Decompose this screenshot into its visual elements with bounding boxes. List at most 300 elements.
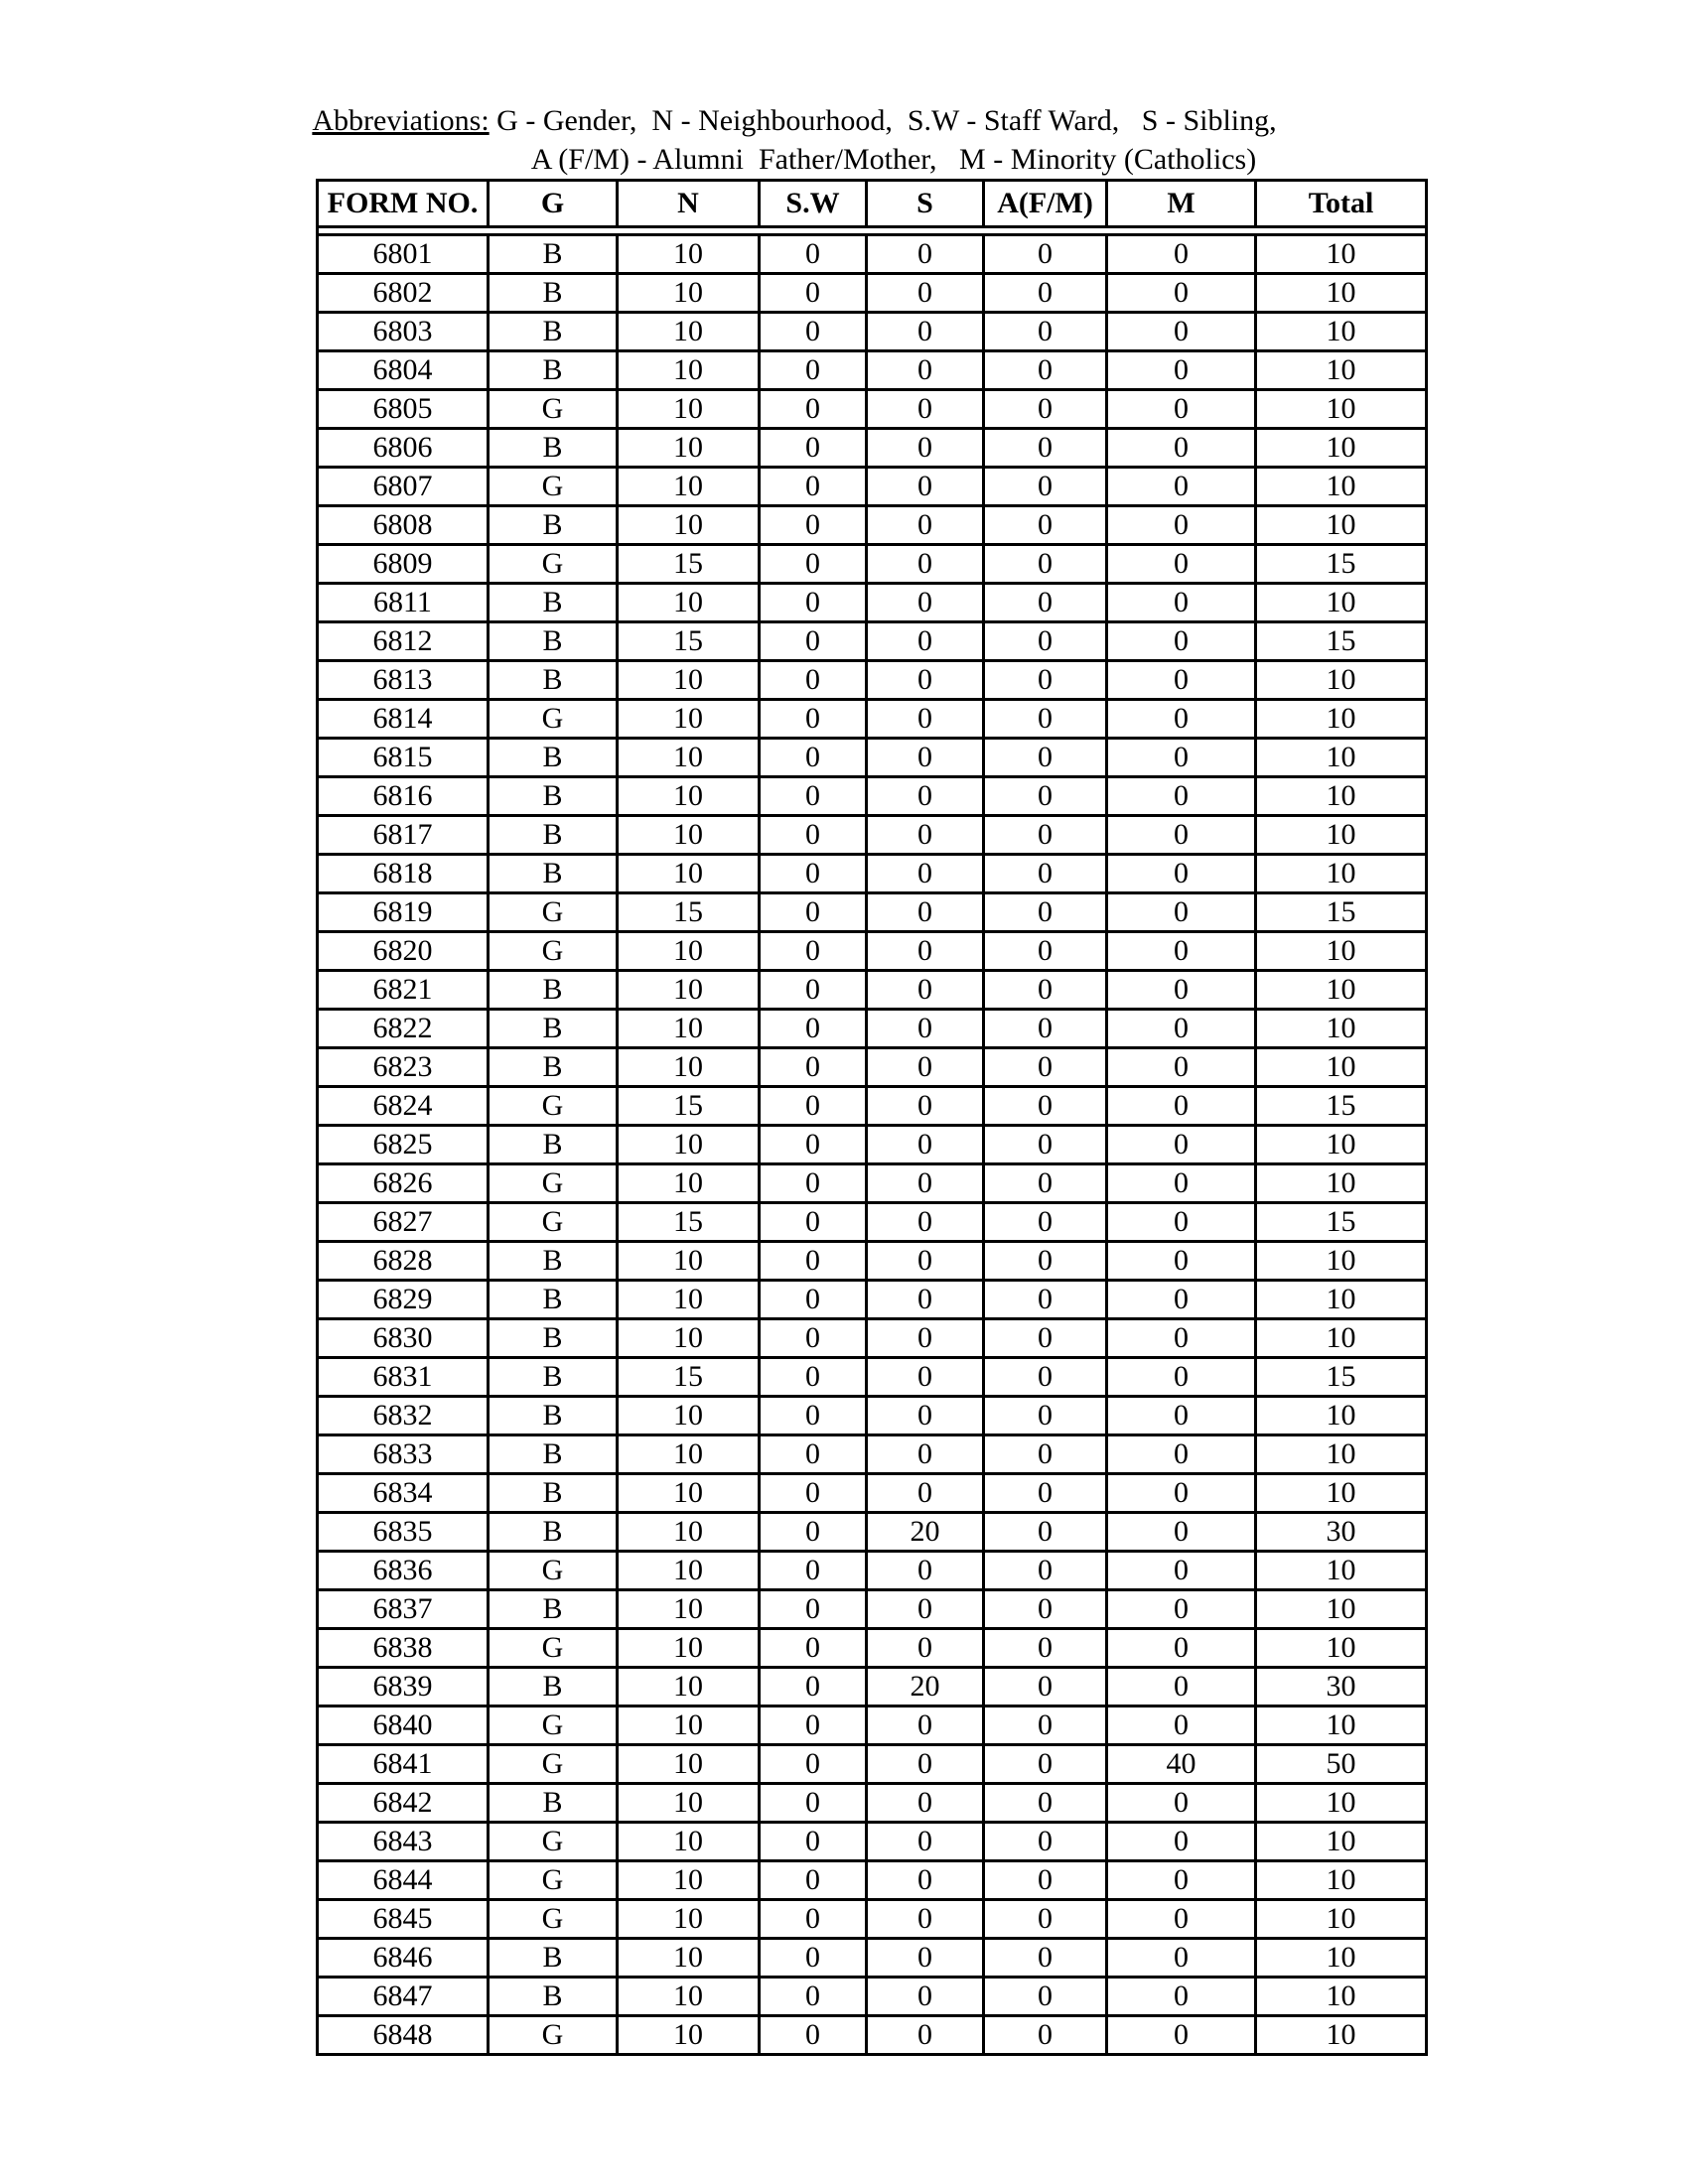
cell-neighbourhood: 10	[618, 2016, 760, 2055]
cell-staff-ward: 0	[760, 1048, 867, 1087]
cell-neighbourhood: 10	[618, 1784, 760, 1823]
table-row	[318, 1010, 1427, 1048]
cell-total: 10	[1256, 777, 1427, 816]
cell-staff-ward: 0	[760, 661, 867, 700]
cell-neighbourhood: 10	[618, 1706, 760, 1745]
cell-gender: B	[489, 1784, 618, 1823]
cell-alumni: 0	[984, 1513, 1107, 1552]
cell-minority: 0	[1107, 1435, 1256, 1474]
cell-sibling: 0	[867, 351, 984, 390]
cell-sibling: 0	[867, 390, 984, 429]
cell-total: 10	[1256, 584, 1427, 622]
cell-sibling: 0	[867, 1319, 984, 1358]
cell-alumni: 0	[984, 932, 1107, 971]
cell-sibling: 0	[867, 1281, 984, 1319]
cell-total: 10	[1256, 390, 1427, 429]
cell-staff-ward: 0	[760, 932, 867, 971]
cell-sibling: 0	[867, 1552, 984, 1590]
table-row	[318, 739, 1427, 777]
cell-form-no: 6804	[318, 351, 489, 390]
cell-minority: 0	[1107, 1706, 1256, 1745]
cell-total: 10	[1256, 1319, 1427, 1358]
cell-gender: G	[489, 468, 618, 506]
cell-gender: B	[489, 584, 618, 622]
cell-alumni: 0	[984, 1126, 1107, 1164]
cell-form-no: 6836	[318, 1552, 489, 1590]
cell-sibling: 0	[867, 739, 984, 777]
table-row	[318, 429, 1427, 468]
cell-neighbourhood: 10	[618, 816, 760, 855]
cell-neighbourhood: 10	[618, 390, 760, 429]
cell-neighbourhood: 10	[618, 1474, 760, 1513]
cell-form-no: 6848	[318, 2016, 489, 2055]
cell-neighbourhood: 15	[618, 622, 760, 661]
cell-form-no: 6801	[318, 235, 489, 274]
table-row	[318, 390, 1427, 429]
table-row	[318, 777, 1427, 816]
header-gender: G	[489, 181, 618, 227]
cell-form-no: 6839	[318, 1668, 489, 1706]
cell-neighbourhood: 10	[618, 1281, 760, 1319]
header-staff-ward: S.W	[760, 181, 867, 227]
cell-sibling: 0	[867, 1939, 984, 1978]
table-row	[318, 1242, 1427, 1281]
cell-neighbourhood: 15	[618, 545, 760, 584]
table-row	[318, 1668, 1427, 1706]
header-alumni: A(F/M)	[984, 181, 1107, 227]
cell-minority: 0	[1107, 1978, 1256, 2016]
cell-gender: B	[489, 1242, 618, 1281]
header-neighbourhood: N	[618, 181, 760, 227]
cell-neighbourhood: 10	[618, 1668, 760, 1706]
cell-alumni: 0	[984, 971, 1107, 1010]
cell-total: 10	[1256, 1474, 1427, 1513]
cell-sibling: 0	[867, 1823, 984, 1861]
cell-neighbourhood: 10	[618, 971, 760, 1010]
cell-staff-ward: 0	[760, 1629, 867, 1668]
cell-neighbourhood: 10	[618, 1900, 760, 1939]
cell-staff-ward: 0	[760, 429, 867, 468]
cell-alumni: 0	[984, 1939, 1107, 1978]
table-header-row	[318, 181, 1427, 227]
cell-form-no: 6846	[318, 1939, 489, 1978]
cell-sibling: 0	[867, 1126, 984, 1164]
cell-sibling: 0	[867, 1978, 984, 2016]
table-row	[318, 313, 1427, 351]
cell-sibling: 0	[867, 429, 984, 468]
cell-staff-ward: 0	[760, 700, 867, 739]
cell-neighbourhood: 10	[618, 855, 760, 893]
table-row	[318, 351, 1427, 390]
cell-sibling: 0	[867, 2016, 984, 2055]
cell-neighbourhood: 10	[618, 661, 760, 700]
table-row	[318, 1281, 1427, 1319]
cell-staff-ward: 0	[760, 351, 867, 390]
cell-gender: B	[489, 1939, 618, 1978]
cell-sibling: 0	[867, 1358, 984, 1397]
cell-gender: G	[489, 1203, 618, 1242]
cell-gender: G	[489, 700, 618, 739]
cell-sibling: 0	[867, 1900, 984, 1939]
cell-sibling: 0	[867, 855, 984, 893]
cell-neighbourhood: 10	[618, 506, 760, 545]
cell-gender: B	[489, 816, 618, 855]
table-row	[318, 971, 1427, 1010]
cell-neighbourhood: 10	[618, 777, 760, 816]
cell-alumni: 0	[984, 1861, 1107, 1900]
cell-neighbourhood: 15	[618, 1087, 760, 1126]
cell-form-no: 6824	[318, 1087, 489, 1126]
cell-alumni: 0	[984, 1629, 1107, 1668]
cell-neighbourhood: 10	[618, 1552, 760, 1590]
cell-alumni: 0	[984, 274, 1107, 313]
cell-alumni: 0	[984, 1010, 1107, 1048]
cell-minority: 0	[1107, 1823, 1256, 1861]
cell-alumni: 0	[984, 739, 1107, 777]
cell-minority: 0	[1107, 1087, 1256, 1126]
cell-neighbourhood: 10	[618, 1978, 760, 2016]
table-row	[318, 1823, 1427, 1861]
cell-total: 15	[1256, 622, 1427, 661]
cell-sibling: 0	[867, 1435, 984, 1474]
cell-form-no: 6815	[318, 739, 489, 777]
cell-minority: 0	[1107, 1242, 1256, 1281]
cell-alumni: 0	[984, 622, 1107, 661]
cell-neighbourhood: 10	[618, 584, 760, 622]
cell-staff-ward: 0	[760, 1358, 867, 1397]
cell-minority: 0	[1107, 1126, 1256, 1164]
cell-gender: B	[489, 1048, 618, 1087]
cell-sibling: 0	[867, 932, 984, 971]
cell-form-no: 6833	[318, 1435, 489, 1474]
cell-minority: 40	[1107, 1745, 1256, 1784]
cell-staff-ward: 0	[760, 1203, 867, 1242]
cell-minority: 0	[1107, 971, 1256, 1010]
cell-minority: 0	[1107, 893, 1256, 932]
cell-minority: 0	[1107, 1668, 1256, 1706]
cell-staff-ward: 0	[760, 1513, 867, 1552]
cell-alumni: 0	[984, 1281, 1107, 1319]
table-row	[318, 1745, 1427, 1784]
cell-sibling: 0	[867, 506, 984, 545]
cell-staff-ward: 0	[760, 816, 867, 855]
cell-neighbourhood: 10	[618, 1010, 760, 1048]
cell-total: 10	[1256, 1706, 1427, 1745]
cell-minority: 0	[1107, 274, 1256, 313]
cell-form-no: 6844	[318, 1861, 489, 1900]
cell-alumni: 0	[984, 1590, 1107, 1629]
cell-minority: 0	[1107, 622, 1256, 661]
cell-staff-ward: 0	[760, 971, 867, 1010]
cell-minority: 0	[1107, 506, 1256, 545]
cell-minority: 0	[1107, 2016, 1256, 2055]
cell-staff-ward: 0	[760, 1861, 867, 1900]
cell-neighbourhood: 10	[618, 274, 760, 313]
cell-neighbourhood: 10	[618, 351, 760, 390]
cell-staff-ward: 0	[760, 506, 867, 545]
cell-form-no: 6832	[318, 1397, 489, 1435]
cell-neighbourhood: 10	[618, 1823, 760, 1861]
cell-total: 10	[1256, 1629, 1427, 1668]
cell-sibling: 0	[867, 1745, 984, 1784]
cell-staff-ward: 0	[760, 2016, 867, 2055]
cell-minority: 0	[1107, 1590, 1256, 1629]
table-row	[318, 1590, 1427, 1629]
cell-staff-ward: 0	[760, 1319, 867, 1358]
cell-sibling: 0	[867, 1706, 984, 1745]
cell-total: 10	[1256, 1126, 1427, 1164]
cell-neighbourhood: 15	[618, 893, 760, 932]
cell-sibling: 0	[867, 971, 984, 1010]
cell-alumni: 0	[984, 1784, 1107, 1823]
cell-total: 10	[1256, 1048, 1427, 1087]
cell-total: 10	[1256, 932, 1427, 971]
cell-total: 10	[1256, 1590, 1427, 1629]
table-row	[318, 584, 1427, 622]
cell-alumni: 0	[984, 777, 1107, 816]
cell-gender: B	[489, 506, 618, 545]
cell-minority: 0	[1107, 390, 1256, 429]
cell-gender: B	[489, 1474, 618, 1513]
cell-total: 10	[1256, 739, 1427, 777]
cell-alumni: 0	[984, 700, 1107, 739]
cell-alumni: 0	[984, 545, 1107, 584]
cell-alumni: 0	[984, 1319, 1107, 1358]
table-row	[318, 1552, 1427, 1590]
cell-gender: B	[489, 739, 618, 777]
cell-sibling: 0	[867, 1629, 984, 1668]
cell-total: 30	[1256, 1513, 1427, 1552]
cell-neighbourhood: 10	[618, 1397, 760, 1435]
cell-form-no: 6831	[318, 1358, 489, 1397]
cell-staff-ward: 0	[760, 390, 867, 429]
cell-form-no: 6821	[318, 971, 489, 1010]
table-row	[318, 1939, 1427, 1978]
cell-alumni: 0	[984, 429, 1107, 468]
table-row	[318, 1048, 1427, 1087]
cell-total: 15	[1256, 1087, 1427, 1126]
cell-gender: G	[489, 545, 618, 584]
cell-neighbourhood: 10	[618, 1435, 760, 1474]
cell-gender: B	[489, 1513, 618, 1552]
cell-neighbourhood: 10	[618, 1242, 760, 1281]
cell-staff-ward: 0	[760, 855, 867, 893]
cell-minority: 0	[1107, 816, 1256, 855]
cell-form-no: 6826	[318, 1164, 489, 1203]
cell-neighbourhood: 10	[618, 1745, 760, 1784]
cell-total: 10	[1256, 700, 1427, 739]
cell-total: 15	[1256, 545, 1427, 584]
cell-form-no: 6840	[318, 1706, 489, 1745]
cell-alumni: 0	[984, 855, 1107, 893]
cell-staff-ward: 0	[760, 235, 867, 274]
cell-alumni: 0	[984, 1242, 1107, 1281]
cell-neighbourhood: 10	[618, 932, 760, 971]
cell-minority: 0	[1107, 313, 1256, 351]
cell-gender: B	[489, 429, 618, 468]
table-row	[318, 1706, 1427, 1745]
cell-sibling: 0	[867, 1203, 984, 1242]
cell-alumni: 0	[984, 1978, 1107, 2016]
cell-gender: B	[489, 1397, 618, 1435]
cell-gender: B	[489, 313, 618, 351]
cell-form-no: 6805	[318, 390, 489, 429]
cell-staff-ward: 0	[760, 584, 867, 622]
cell-form-no: 6843	[318, 1823, 489, 1861]
cell-alumni: 0	[984, 893, 1107, 932]
cell-form-no: 6845	[318, 1900, 489, 1939]
table-row	[318, 855, 1427, 893]
cell-sibling: 0	[867, 1010, 984, 1048]
cell-alumni: 0	[984, 2016, 1107, 2055]
cell-gender: G	[489, 1552, 618, 1590]
cell-staff-ward: 0	[760, 313, 867, 351]
cell-sibling: 0	[867, 893, 984, 932]
cell-gender: B	[489, 661, 618, 700]
cell-form-no: 6813	[318, 661, 489, 700]
cell-minority: 0	[1107, 1629, 1256, 1668]
cell-neighbourhood: 10	[618, 1126, 760, 1164]
cell-gender: B	[489, 1010, 618, 1048]
cell-gender: G	[489, 1823, 618, 1861]
cell-sibling: 20	[867, 1668, 984, 1706]
header-total: Total	[1256, 181, 1427, 227]
cell-minority: 0	[1107, 235, 1256, 274]
cell-gender: B	[489, 1319, 618, 1358]
cell-gender: B	[489, 274, 618, 313]
cell-total: 10	[1256, 235, 1427, 274]
cell-total: 10	[1256, 816, 1427, 855]
cell-total: 10	[1256, 274, 1427, 313]
cell-form-no: 6834	[318, 1474, 489, 1513]
cell-gender: B	[489, 1590, 618, 1629]
cell-form-no: 6828	[318, 1242, 489, 1281]
cell-total: 15	[1256, 893, 1427, 932]
cell-alumni: 0	[984, 1435, 1107, 1474]
cell-form-no: 6847	[318, 1978, 489, 2016]
cell-form-no: 6811	[318, 584, 489, 622]
abbreviations-line-1	[0, 102, 1638, 140]
table-row	[318, 700, 1427, 739]
cell-form-no: 6803	[318, 313, 489, 351]
cell-total: 10	[1256, 1242, 1427, 1281]
cell-alumni: 0	[984, 1087, 1107, 1126]
cell-sibling: 0	[867, 1087, 984, 1126]
abbreviations-text-1: G - Gender, N - Neighbourhood, S.W - Staff Ward, S - Sibling,	[489, 104, 1277, 137]
cell-minority: 0	[1107, 700, 1256, 739]
table-row	[318, 1319, 1427, 1358]
table-row	[318, 1203, 1427, 1242]
cell-staff-ward: 0	[760, 777, 867, 816]
cell-staff-ward: 0	[760, 622, 867, 661]
cell-neighbourhood: 10	[618, 1048, 760, 1087]
cell-staff-ward: 0	[760, 1939, 867, 1978]
cell-neighbourhood: 10	[618, 468, 760, 506]
cell-form-no: 6827	[318, 1203, 489, 1242]
cell-total: 15	[1256, 1358, 1427, 1397]
cell-alumni: 0	[984, 1823, 1107, 1861]
cell-minority: 0	[1107, 1939, 1256, 1978]
table-row	[318, 2016, 1427, 2055]
cell-staff-ward: 0	[760, 739, 867, 777]
cell-sibling: 0	[867, 1048, 984, 1087]
cell-staff-ward: 0	[760, 1978, 867, 2016]
table-row	[318, 1164, 1427, 1203]
cell-gender: B	[489, 777, 618, 816]
table-row	[318, 1358, 1427, 1397]
cell-form-no: 6814	[318, 700, 489, 739]
cell-form-no: 6816	[318, 777, 489, 816]
table-row	[318, 1900, 1427, 1939]
cell-staff-ward: 0	[760, 1552, 867, 1590]
cell-minority: 0	[1107, 855, 1256, 893]
table-row	[318, 468, 1427, 506]
cell-total: 15	[1256, 1203, 1427, 1242]
cell-minority: 0	[1107, 1474, 1256, 1513]
cell-sibling: 0	[867, 777, 984, 816]
cell-total: 10	[1256, 1861, 1427, 1900]
cell-minority: 0	[1107, 584, 1256, 622]
cell-neighbourhood: 10	[618, 739, 760, 777]
cell-alumni: 0	[984, 468, 1107, 506]
cell-form-no: 6812	[318, 622, 489, 661]
cell-neighbourhood: 10	[618, 1629, 760, 1668]
cell-alumni: 0	[984, 1164, 1107, 1203]
cell-form-no: 6806	[318, 429, 489, 468]
table-row	[318, 1629, 1427, 1668]
cell-total: 10	[1256, 1939, 1427, 1978]
cell-minority: 0	[1107, 1861, 1256, 1900]
cell-staff-ward: 0	[760, 1474, 867, 1513]
cell-minority: 0	[1107, 468, 1256, 506]
cell-form-no: 6809	[318, 545, 489, 584]
cell-alumni: 0	[984, 1358, 1107, 1397]
cell-sibling: 0	[867, 584, 984, 622]
cell-neighbourhood: 10	[618, 1164, 760, 1203]
cell-minority: 0	[1107, 1513, 1256, 1552]
cell-alumni: 0	[984, 816, 1107, 855]
cell-gender: B	[489, 971, 618, 1010]
table-row	[318, 235, 1427, 274]
cell-gender: G	[489, 893, 618, 932]
table-row	[318, 506, 1427, 545]
cell-alumni: 0	[984, 1474, 1107, 1513]
cell-alumni: 0	[984, 1203, 1107, 1242]
cell-form-no: 6817	[318, 816, 489, 855]
cell-total: 10	[1256, 468, 1427, 506]
cell-total: 10	[1256, 351, 1427, 390]
cell-sibling: 0	[867, 1784, 984, 1823]
cell-gender: B	[489, 1358, 618, 1397]
cell-staff-ward: 0	[760, 1126, 867, 1164]
abbreviations-text-2: A (F/M) - Alumni Father/Mother, M - Minority (Catholics)	[530, 143, 1257, 176]
cell-form-no: 6819	[318, 893, 489, 932]
cell-form-no: 6822	[318, 1010, 489, 1048]
cell-total: 10	[1256, 661, 1427, 700]
cell-gender: G	[489, 1745, 618, 1784]
cell-minority: 0	[1107, 1203, 1256, 1242]
cell-form-no: 6808	[318, 506, 489, 545]
cell-staff-ward: 0	[760, 1010, 867, 1048]
cell-gender: B	[489, 1978, 618, 2016]
cell-staff-ward: 0	[760, 1590, 867, 1629]
cell-sibling: 0	[867, 468, 984, 506]
header-separator-cell	[318, 227, 1427, 235]
cell-total: 30	[1256, 1668, 1427, 1706]
cell-gender: B	[489, 1668, 618, 1706]
cell-staff-ward: 0	[760, 468, 867, 506]
cell-minority: 0	[1107, 429, 1256, 468]
